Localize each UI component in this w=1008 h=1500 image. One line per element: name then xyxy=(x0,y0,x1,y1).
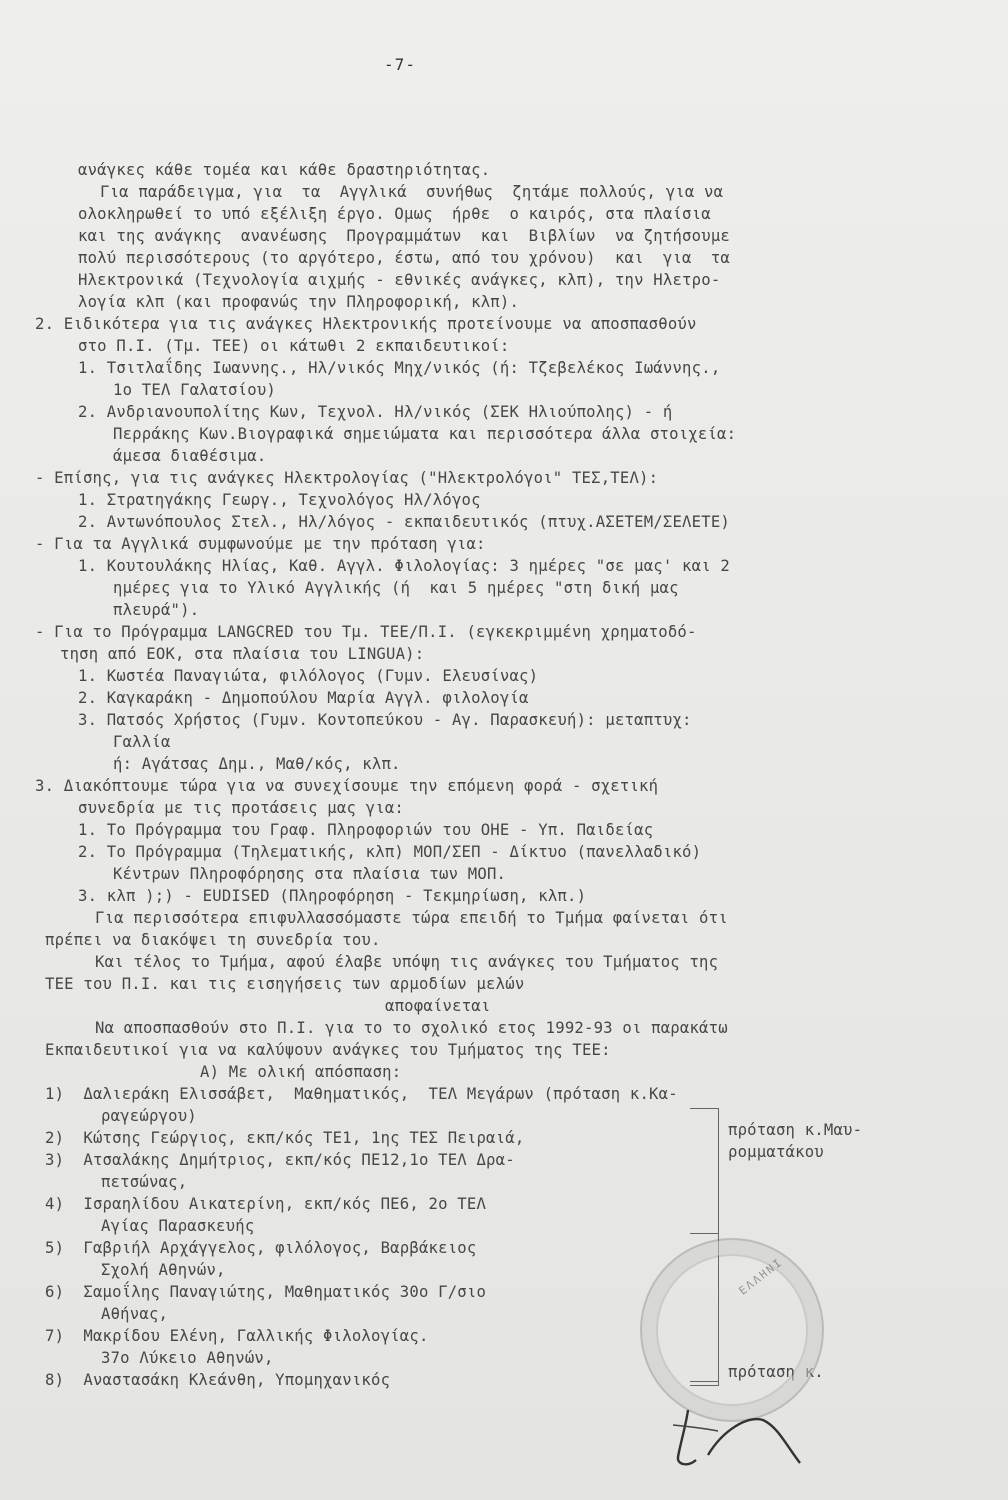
text-line: Και τέλος το Τμήμα, αφού έλαβε υπόψη τις ανάγκες του Τμήματος της xyxy=(95,953,719,971)
official-stamp xyxy=(640,1238,824,1422)
text-line: 2. Το Πρόγραμμα (Τηλεματικής, κλπ) ΜΟΠ/ΣΕΠ - Δίκτυο (πανελλαδικό) xyxy=(78,843,702,861)
text-line: Σχολή Αθηνών, xyxy=(101,1261,226,1279)
text-line: - Για τα Αγγλικά συμφωνούμε με την πρόταση για: xyxy=(35,535,486,553)
text-line: - Επίσης, για τις ανάγκες Ηλεκτρολογίας ("Ηλεκτρολόγοι" ΤΕΣ,ΤΕΛ): xyxy=(35,469,659,487)
text-line: Περράκης Κων.Βιογραφικά σημειώματα και περισσότερα άλλα στοιχεία: xyxy=(113,425,737,443)
text-line: πολύ περισσότερους (το αργότερο, έστω, από του χρόνου) και για τα xyxy=(78,249,730,267)
stamp-lettering: ΕΛΛΗΝΙ xyxy=(736,1255,786,1298)
text-line: 1. Στρατηγάκης Γεωργ., Τεχνολόγος Ηλ/λόγος xyxy=(78,491,481,509)
text-line: πετσώνας, xyxy=(101,1173,188,1191)
text-line: 4) Ισραηλίδου Αικατερίνη, εκπ/κός ΠΕ6, 2ο ΤΕΛ xyxy=(45,1195,487,1213)
text-line: αποφαίνεται xyxy=(385,997,491,1015)
text-line: 1ο ΤΕΛ Γαλατσίου) xyxy=(113,381,276,399)
text-line: 1. Κωστέα Παναγιώτα, φιλόλογος (Γυμν. Ελευσίνας) xyxy=(78,667,539,685)
text-line: ραγεώργου) xyxy=(101,1107,197,1125)
text-line: Γαλλία xyxy=(113,733,171,751)
text-line: Για παράδειγμα, για τα Αγγλικά συνήθως ζητάμε πολλούς, για να xyxy=(100,183,724,201)
text-line: 3) Ατσαλάκης Δημήτριος, εκπ/κός ΠΕ12,1ο ΤΕΛ Δρα- xyxy=(45,1151,515,1169)
text-line: - Για το Πρόγραμμα LANGCRED του Τμ. ΤΕΕ/Π.Ι. (εγκεκριμμένη χρηματοδό- xyxy=(35,623,697,641)
text-line: 37ο Λύκειο Αθηνών, xyxy=(101,1349,274,1367)
text-line: 3. κλπ );) - EUDISED (Πληροφόρηση - Τεκμηρίωση, κλπ.) xyxy=(78,887,587,905)
text-line: και της ανάγκης ανανέωσης Προγραμμάτων και Βιβλίων να ζητήσουμε xyxy=(78,227,730,245)
text-line: 6) Σαμοΐλης Παναγιώτης, Μαθηματικός 30ο Γ/σιο xyxy=(45,1283,487,1301)
text-line: πλευρά"). xyxy=(113,601,200,619)
side-note-line: ρομματάκου xyxy=(728,1143,824,1161)
text-line: Εκπαιδευτικοί για να καλύψουν ανάγκες του Τμήματος της ΤΕΕ: xyxy=(45,1041,611,1059)
text-line: 1. Τσιτλαΐδης Ιωαννης., Ηλ/νικός Μηχ/νικός (ή: Τζεβελέκος Ιωάννης., xyxy=(78,359,721,377)
text-line: 2. Καγκαράκη - Δημοπούλου Μαρία Αγγλ. φιλολογία xyxy=(78,689,529,707)
text-line: ολοκληρωθεί το υπό εξέλιξη έργο. Ομως ήρθε ο καιρός, στα πλαίσια xyxy=(78,205,711,223)
text-line: Κέντρων Πληροφόρησης στα πλαίσια των ΜΟΠ. xyxy=(113,865,507,883)
text-line: 5) Γαβριήλ Αρχάγγελος, φιλόλογος, Βαρβάκειος xyxy=(45,1239,477,1257)
text-line: 1. Κουτουλάκης Ηλίας, Καθ. Αγγλ. Φιλολογίας: 3 ημέρες "σε μας' και 2 xyxy=(78,557,730,575)
text-line: πρέπει να διακόψει τη συνεδρία του. xyxy=(45,931,381,949)
text-line: Για περισσότερα επιφυλλασσόμαστε τώρα επειδή το Τμήμα φαίνεται ότι xyxy=(95,909,728,927)
text-line: 1. Το Πρόγραμμα του Γραφ. Πληροφοριών του ΟΗΕ - Υπ. Παιδείας xyxy=(78,821,654,839)
text-line: 2. Ειδικότερα για τις ανάγκες Ηλεκτρονικής προτείνουμε να αποσπασθούν xyxy=(35,315,697,333)
text-line: λογία κλπ (και προφανώς την Πληροφορική, κλπ). xyxy=(78,293,520,311)
text-line: στο Π.Ι. (Τμ. ΤΕΕ) οι κάτωθι 2 εκπαιδευτικοί: xyxy=(78,337,510,355)
text-line: 8) Αναστασάκη Κλεάνθη, Υπομηχανικός xyxy=(45,1371,391,1389)
text-line: Ηλεκτρονικά (Τεχνολογία αιχμής - εθνικές ανάγκες, κλπ), την Ηλετρο- xyxy=(78,271,721,289)
side-note-line: πρόταση κ. xyxy=(728,1363,824,1381)
text-line: 1) Δαλιεράκη Ελισσάβετ, Μαθηματικός, ΤΕΛ Μεγάρων (πρόταση κ.Κα- xyxy=(45,1085,678,1103)
text-line: άμεσα διαθέσιμα. xyxy=(113,447,267,465)
handwritten-signature xyxy=(668,1405,808,1475)
text-line: 3. Πατσός Χρήστος (Γυμν. Κοντοπεύκου - Αγ. Παρασκευή): μεταπτυχ: xyxy=(78,711,692,729)
text-line: ανάγκες κάθε τομέα και κάθε δραστηριότητας. xyxy=(78,161,491,179)
text-line: ημέρες για το Υλικό Αγγλικής (ή και 5 ημέρες "στη δική μας xyxy=(113,579,679,597)
text-line: ΤΕΕ του Π.Ι. και τις εισηγήσεις των αρμοδίων μελών xyxy=(45,975,525,993)
text-line: τηση από ΕΟΚ, στα πλαίσια του LINGUA): xyxy=(60,645,425,663)
text-line: 2) Κώτσης Γεώργιος, εκπ/κός ΤΕ1, 1ης ΤΕΣ Πειραιά, xyxy=(45,1129,525,1147)
text-line: 2. Αντωνόπουλος Στελ., Ηλ/λόγος - εκπαιδευτικός (πτυχ.ΑΣΕΤΕΜ/ΣΕΛΕΤΕ) xyxy=(78,513,730,531)
text-line: ή: Αγάτσας Δημ., Μαθ/κός, κλπ. xyxy=(113,755,401,773)
side-note-line: πρόταση κ.Μαυ- xyxy=(728,1121,863,1139)
text-line: Να αποσπασθούν στο Π.Ι. για το το σχολικό ετος 1992-93 οι παρακάτω xyxy=(95,1019,728,1037)
text-line: 2. Ανδριανουπολίτης Κων, Τεχνολ. Ηλ/νικός (ΣΕΚ Ηλιούπολης) - ή xyxy=(78,403,673,421)
text-line: 3. Διακόπτουμε τώρα για να συνεχίσουμε την επόμενη φορά - σχετική xyxy=(35,777,659,795)
page-number: -7- xyxy=(384,55,416,74)
text-line: Α) Με ολική απόσπαση: xyxy=(200,1063,402,1081)
text-line: συνεδρία με τις προτάσεις μας για: xyxy=(78,799,404,817)
text-line: Αθήνας, xyxy=(101,1305,169,1323)
text-line: 7) Μακρίδου Ελένη, Γαλλικής Φιλολογίας. xyxy=(45,1327,429,1345)
text-line: Αγίας Παρασκευής xyxy=(101,1217,255,1235)
